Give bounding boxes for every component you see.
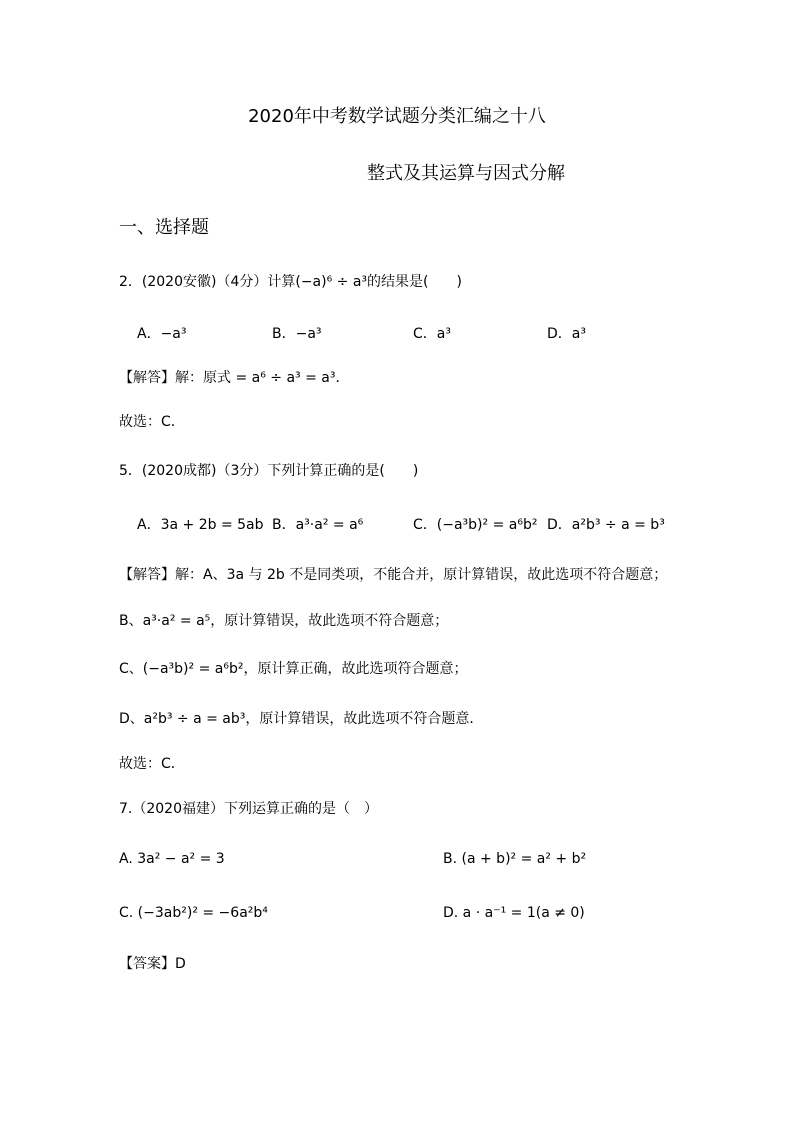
q2-option-d: D．a³ (547, 326, 586, 342)
q7-answer: 【答案】D (119, 956, 186, 972)
q5-option-a: A．3a + 2b = 5ab (137, 517, 264, 533)
q5-choice: 故选：C． (119, 756, 185, 772)
document-subtitle: 整式及其运算与因式分解 (367, 163, 565, 184)
q2-option-a: A．−a³ (137, 326, 187, 342)
q5-option-d: D．a²b³ ÷ a = b³ (547, 517, 665, 533)
q2-option-b: B．−a³ (272, 326, 322, 342)
q5-answer-line-2: B、a³·a² = a⁵，原计算错误，故此选项不符合题意； (119, 613, 449, 629)
q2-stem: 2．(2020安徽)（4分）计算(−a)⁶ ÷ a³的结果是( ) (119, 274, 462, 290)
q2-choice: 故选：C． (119, 414, 185, 430)
section-heading: 一、选择题 (119, 217, 209, 238)
q2-answer: 【解答】解：原式 = a⁶ ÷ a³ = a³． (119, 370, 350, 386)
document-title: 2020年中考数学试题分类汇编之十八 (248, 106, 546, 127)
q7-option-d: D. a · a⁻¹ = 1(a ≠ 0) (443, 905, 585, 921)
q5-option-c: C．(−a³b)² = a⁶b² (413, 517, 538, 533)
q5-answer-line-1: 【解答】解：A、3a 与 2b 不是同类项，不能合并，原计算错误，故此选项不符合题意； (119, 567, 668, 583)
q7-option-a: A. 3a² − a² = 3 (119, 851, 225, 867)
q7-stem: 7.（2020福建）下列运算正确的是（ ） (119, 801, 378, 817)
q5-stem: 5．(2020成都)（3分）下列计算正确的是( ) (119, 463, 419, 479)
q5-option-b: B．a³·a² = a⁶ (272, 517, 364, 533)
q7-option-b: B. (a + b)² = a² + b² (443, 851, 587, 867)
q5-answer-line-3: C、(−a³b)² = a⁶b²，原计算正确，故此选项符合题意； (119, 661, 468, 677)
q2-option-c: C．a³ (413, 326, 451, 342)
q7-option-c: C. (−3ab²)² = −6a²b⁴ (119, 905, 268, 921)
q5-answer-line-4: D、a²b³ ÷ a = ab³，原计算错误，故此选项不符合题意． (119, 711, 484, 727)
